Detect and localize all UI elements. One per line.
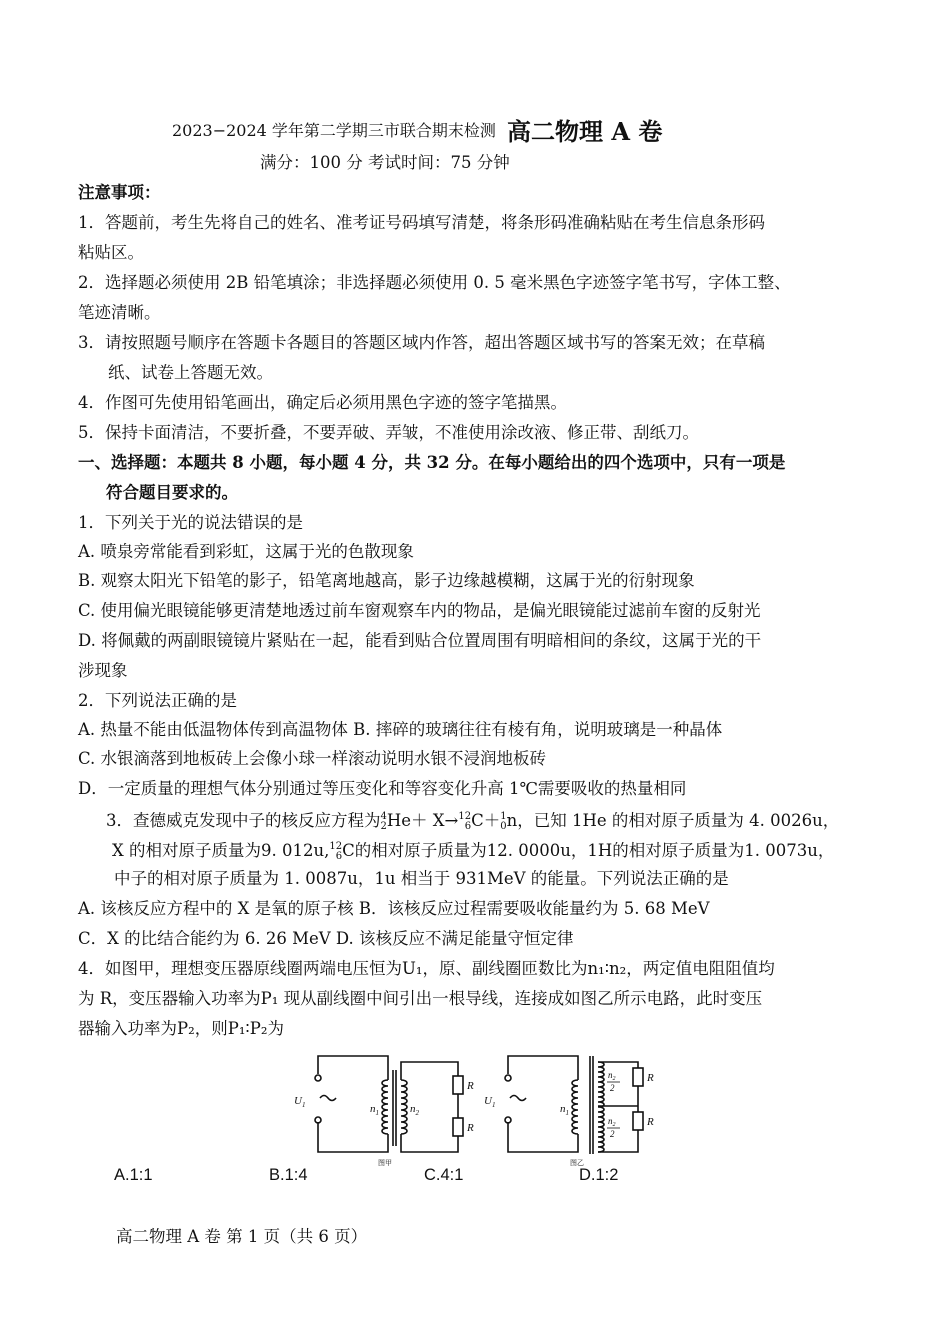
q4-option-b: B.1:4 — [269, 1166, 308, 1184]
q2-stem: 2．下列说法正确的是 — [78, 691, 237, 710]
notice-line: 5．保持卡面清洁，不要折叠，不要弄破、弄皱，不准使用涂改液、修正带、刮纸刀。 — [78, 423, 699, 442]
fig-b-half-top-den: 2 — [610, 1083, 615, 1093]
fig-a-r2-label: R — [467, 1122, 474, 1134]
notice-line: 粘贴区。 — [78, 243, 144, 262]
fig-a-primary-coil — [382, 1080, 388, 1134]
fig-b-resistor-1 — [633, 1068, 643, 1086]
q4-line2: 为 R，变压器输入功率为P₁ 现从副线圈中间引出一根导线，连接成如图乙所示电路，此时变压 — [78, 989, 763, 1008]
q4-option-a: A.1:1 — [114, 1166, 153, 1184]
fig-a-n2-label: $n_2$ — [410, 1103, 419, 1117]
q1-option-c: C. 使用偏光眼镜能够更清楚地透过前车窗观察车内的物品，是偏光眼镜能过滤前车窗的反射光 — [78, 601, 761, 620]
q2-option-d: D．一定质量的理想气体分别通过等压变化和等容变化升高 1℃需要吸收的热量相同 — [78, 779, 687, 798]
fig-b-half-n2-top: $n_2$ — [608, 1070, 616, 1082]
fig-a-core — [393, 1070, 396, 1146]
section-heading-cont: 符合题目要求的。 — [106, 483, 238, 502]
nuclide-c: 12 6 — [458, 810, 472, 832]
q3-line2: X 的相对原子质量为9. 012u,12 6C的相对原子质量为12. 0000u，1H的相对原子质量为1. 0073u， — [112, 840, 835, 862]
transformer-figure — [290, 1048, 660, 1168]
fig-b-primary-coil — [572, 1080, 578, 1134]
nuclide-he: 4 2 — [380, 810, 387, 832]
nuclide-c-2: 12 6 — [329, 840, 343, 862]
subject-title: 高二物理 A 卷 — [507, 117, 663, 146]
notice-line: 1．答题前，考生先将自己的姓名、准考证号码填写清楚，将条形码准确粘贴在考生信息条形码 — [78, 213, 765, 232]
fig-a-n1-label: $n_1$ — [370, 1103, 379, 1117]
q1-option-b: B. 观察太阳光下铅笔的影子，铅笔离地越高，影子边缘越模糊，这属于光的衍射现象 — [78, 571, 695, 590]
ac-source-icon-b — [510, 1096, 526, 1101]
fig-b-primary-wire-bottom — [508, 1122, 578, 1152]
fig-b-terminal-top — [505, 1075, 511, 1081]
q3-stem: 3．查德威克发现中子的核反应方程为4 2He＋ X→12 6C＋1 0n，已知 1He 的相对原子质量为 4. 0026u， — [106, 810, 840, 832]
fig-a-primary-wire — [318, 1056, 388, 1080]
fig-b-r1-label: R — [647, 1072, 654, 1084]
fig-b-core — [590, 1056, 593, 1154]
notice-line: 3．请按照题号顺序在答题卡各题目的答题区域内作答，超出答题区域书写的答案无效；在草稿 — [78, 333, 765, 352]
q4-line3: 器输入功率为P₂，则P₁∶P₂为 — [78, 1019, 284, 1038]
fig-b-resistor-2 — [633, 1112, 643, 1130]
notice-heading: 注意事项： — [78, 183, 161, 202]
fig-a-r1-label: R — [467, 1080, 474, 1092]
q4-line1: 4．如图甲，理想变压器原线圈两端电压恒为U₁，原、副线圈匝数比为n₁∶n₂，两定值电阻阻值均 — [78, 959, 775, 978]
fig-b-r2-label: R — [647, 1116, 654, 1128]
exam-title: 2023−2024 学年第二学期三市联合期末检测 — [172, 121, 496, 140]
ac-source-icon — [320, 1096, 336, 1101]
fig-b-half-bottom-den: 2 — [610, 1129, 615, 1139]
notice-line: 笔迹清晰。 — [78, 303, 161, 322]
q4-option-d: D.1:2 — [579, 1166, 619, 1184]
fig-a-resistor-2 — [453, 1118, 463, 1136]
q1-option-d-cont: 涉现象 — [78, 661, 128, 680]
fig-a-secondary-coil — [401, 1080, 407, 1134]
notice-line: 2．选择题必须使用 2B 铅笔填涂；非选择题必须使用 0. 5 毫米黑色字迹签字笔书写，字体工整、 — [78, 273, 791, 292]
nuclide-n: 1 0 — [500, 810, 507, 832]
fig-a-u1-label: $U_1$ — [294, 1095, 306, 1109]
q3-options-cd: C．X 的比结合能约为 6. 26 MeV D. 该核反应不满足能量守恒定律 — [78, 929, 574, 948]
notice-line: 4．作图可先使用铅笔画出，确定后必须用黑色字迹的签字笔描黑。 — [78, 393, 567, 412]
fig-b-n1-label: $n_1$ — [560, 1103, 569, 1117]
section-heading: 一、选择题：本题共 8 小题，每小题 4 分，共 32 分。在每小题给出的四个选项中，只有一项是 — [78, 453, 786, 472]
q1-option-a: A. 喷泉旁常能看到彩虹，这属于光的色散现象 — [78, 542, 414, 561]
q3-line3: 中子的相对原子质量为 1. 0087u，1u 相当于 931MeV 的能量。下列说法正确的是 — [114, 869, 729, 888]
fig-b-secondary-coil — [598, 1062, 604, 1152]
q1-stem: 1．下列关于光的说法错误的是 — [78, 513, 303, 532]
notice-line: 纸、试卷上答题无效。 — [108, 363, 273, 382]
fig-b-half-n2-bottom: $n_2$ — [608, 1116, 616, 1128]
q2-options-ab: A. 热量不能由低温物体传到高温物体 B. 摔碎的玻璃往往有棱有角，说明玻璃是一种晶体 — [78, 720, 723, 739]
fig-a-primary-wire-bottom — [318, 1122, 388, 1152]
fig-b-primary-wire — [508, 1056, 578, 1080]
q4-option-c: C.4:1 — [424, 1166, 464, 1184]
fig-a-caption: 图甲 — [378, 1159, 392, 1167]
q2-option-c: C. 水银滴落到地板砖上会像小球一样滚动说明水银不浸润地板砖 — [78, 749, 547, 768]
score-time: 满分：100 分 考试时间：75 分钟 — [260, 153, 510, 172]
page-footer: 高二物理 A 卷 第 1 页（共 6 页） — [116, 1227, 368, 1246]
fig-a-resistor-1 — [453, 1076, 463, 1094]
fig-b-caption: 图乙 — [570, 1159, 584, 1167]
page-header — [172, 112, 662, 147]
q1-option-d: D. 将佩戴的两副眼镜镜片紧贴在一起，能看到贴合位置周围有明暗相间的条纹，这属于光的干 — [78, 631, 762, 650]
fig-b-u1-label: $U_1$ — [484, 1095, 496, 1109]
fig-a-terminal-top — [315, 1075, 321, 1081]
q3-options-ab: A. 该核反应方程中的 X 是氧的原子核 B．该核反应过程需要吸收能量约为 5. 68 MeV — [78, 899, 710, 918]
